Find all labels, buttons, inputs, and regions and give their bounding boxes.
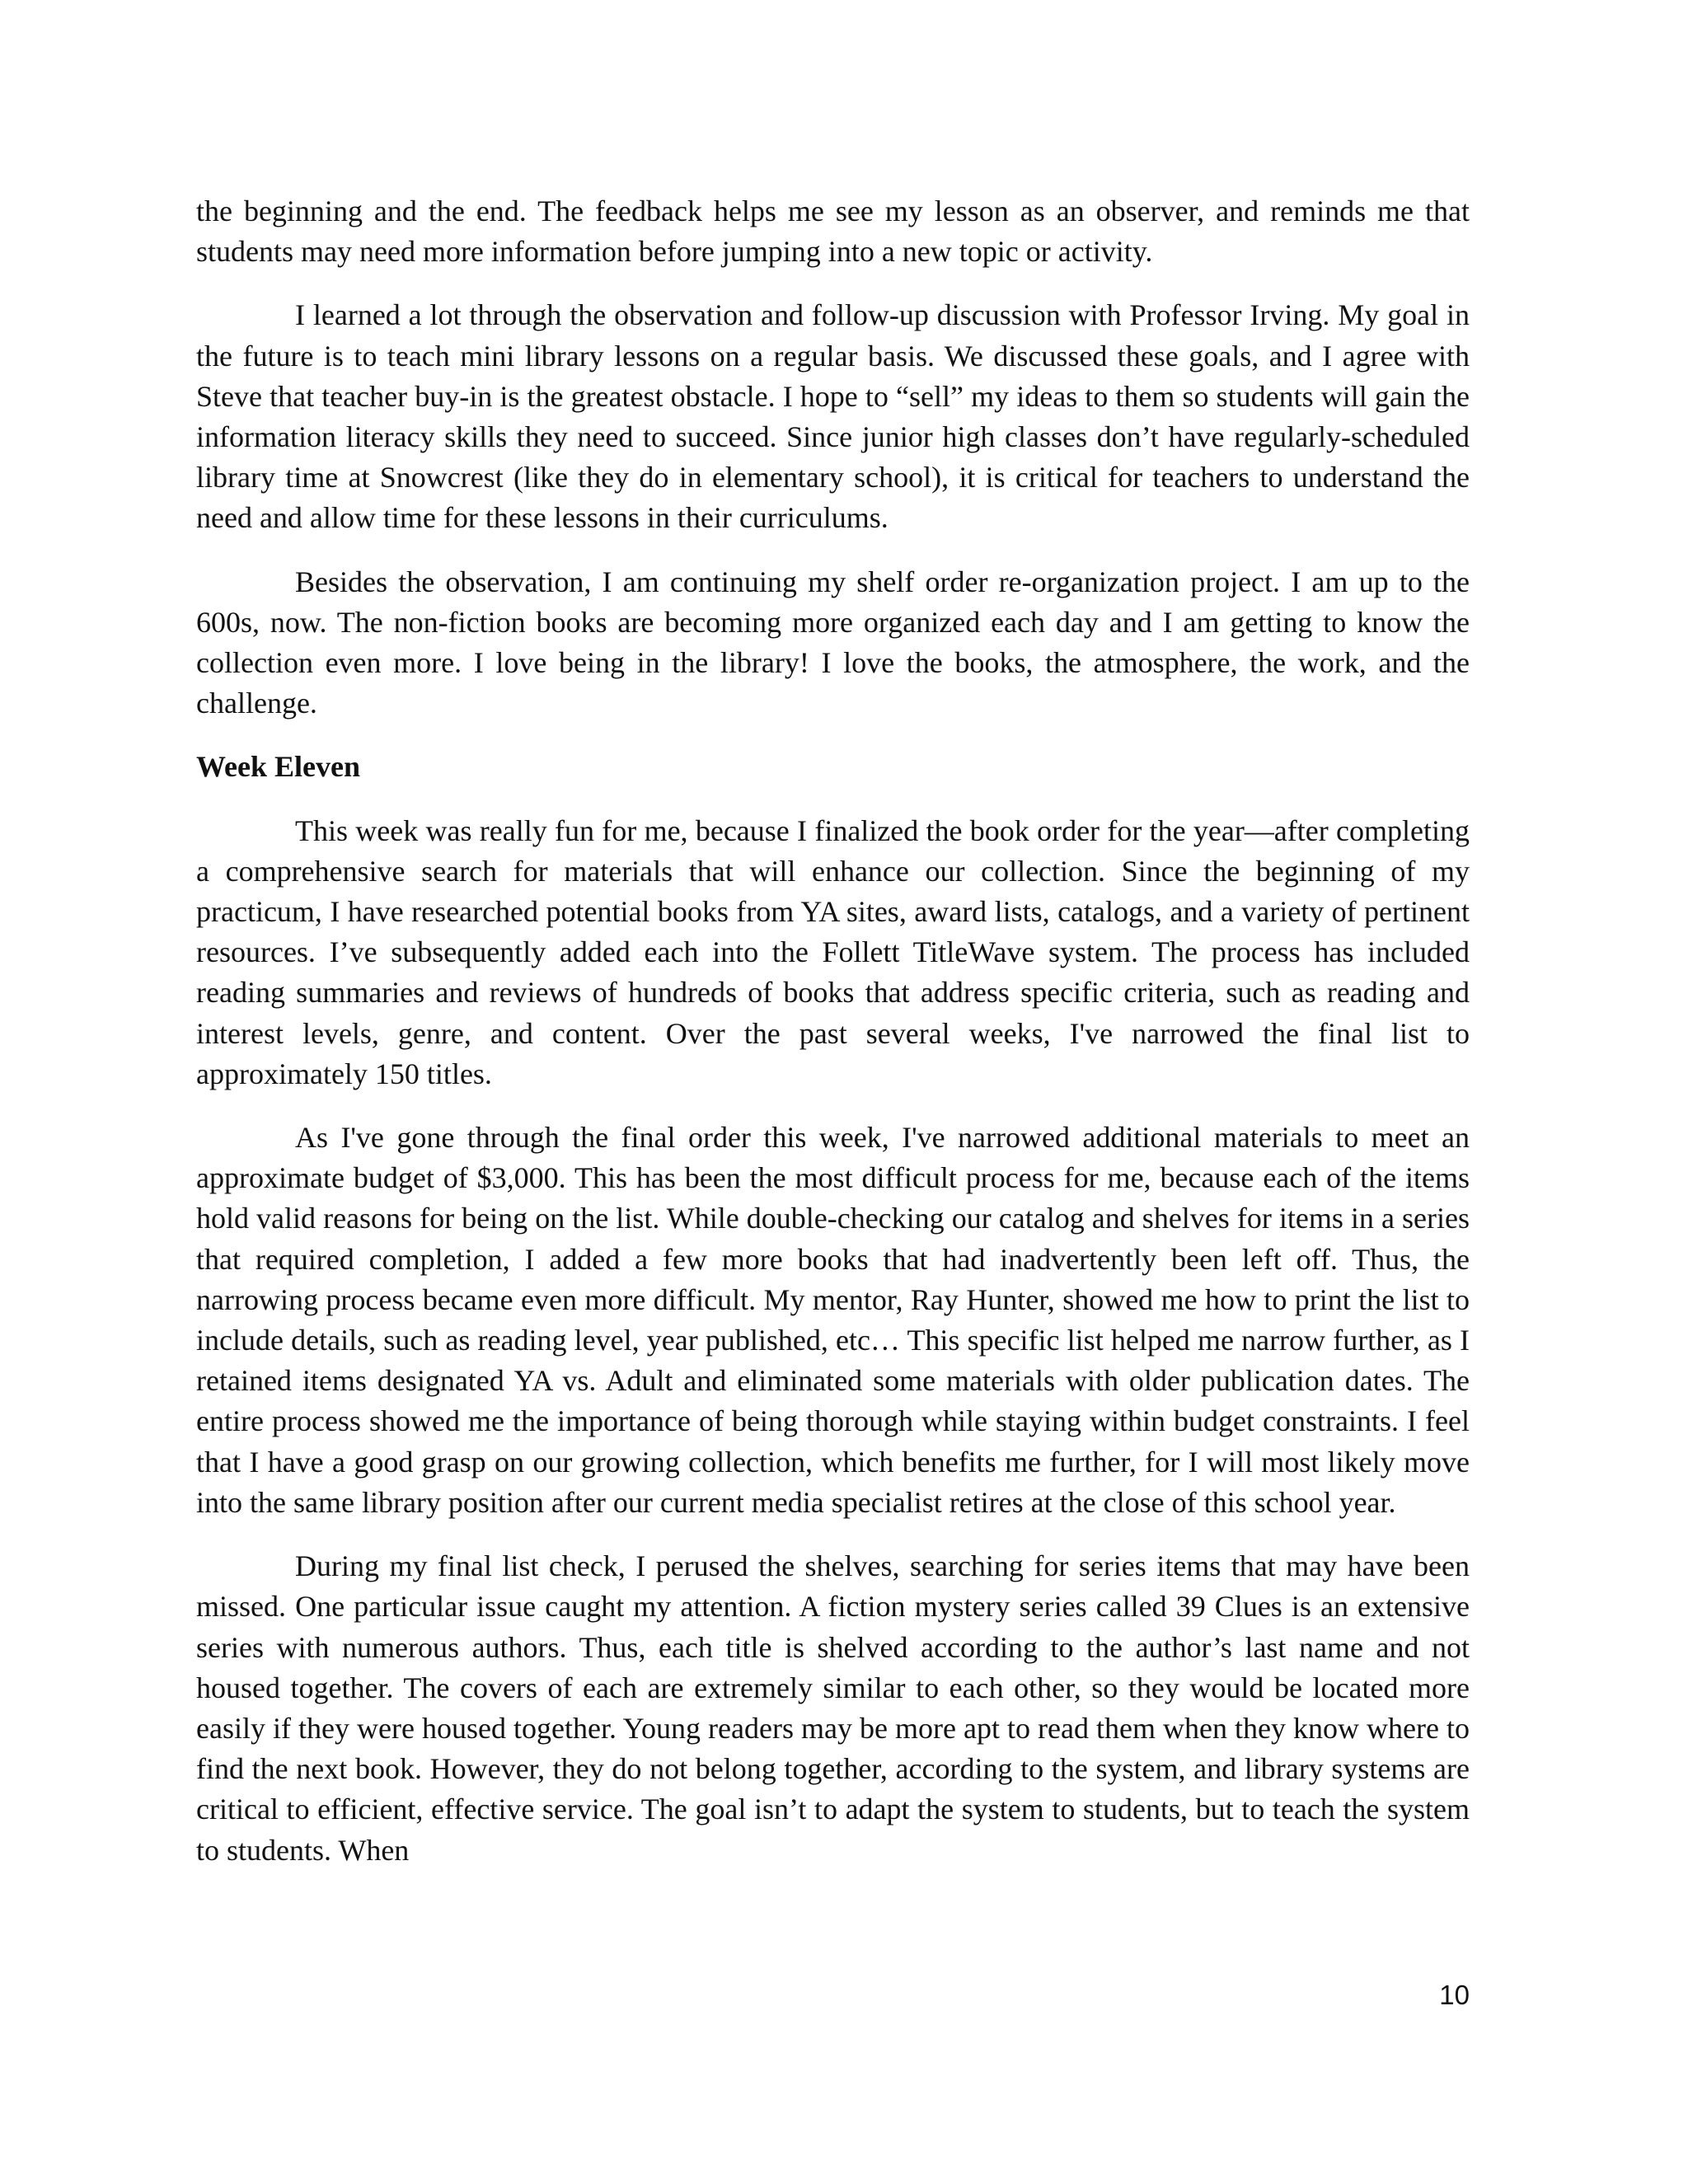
paragraph-book-order: This week was really fun for me, because I finalized the book order for the year—after completing a comprehensive search for materials that will enhance our collection. Since the beginning of my practicum, I have researched potential books from YA sites, award lists, catalogs, and a variety of pertinent resources. I’ve subsequently added each into the Follett TitleWave system. The process has included reading summaries and reviews of hundreds of books that address specific criteria, such as reading and interest levels, genre, and content. Over the past several weeks, I've narrowed the final list to approximately 150 titles. <box>196 813 1470 1090</box>
paragraph-observation-discussion: I learned a lot through the observation and follow-up discussion with Professor Irving. My goal in the future is to teach mini library lessons on a regular basis. We discussed these goals, and I agree with Steve that teacher buy-in is the greatest obstacle. I hope to “sell” my ideas to them so students will gain the information literacy skills they need to succeed. Since junior high classes don’t have regularly-scheduled library time at Snowcrest (like they do in elementary school), it is critical for teachers to understand the need and allow time for these lessons in their curriculums. <box>196 298 1470 535</box>
section-heading-week-eleven: Week Eleven <box>196 750 360 784</box>
paragraph-shelf-reorganization: Besides the observation, I am continuing my shelf order re-organization project. I am up to the 600s, now. The non-fiction books are becoming more organized each day and I am getting to know the collection even more. I love being in the library! I love the books, the atmosphere, the work, and the challenge. <box>196 565 1470 720</box>
document-body <box>196 191 1470 1894</box>
paragraph-budget-narrowing: As I've gone through the final order this week, I've narrowed additional materials to meet an approximate budget of $3,000. This has been the most difficult process for me, because each of the items hold valid reasons for being on the list. While double-checking our catalog and shelves for items in a series that required completion, I added a few more books that had inadvertently been left off. Thus, the narrowing process became even more difficult. My mentor, Ray Hunter, showed me how to print the list to include details, such as reading level, year published, etc… This specific list helped me narrow further, as I retained items designated YA vs. Adult and eliminated some materials with older publication dates. The entire process showed me the importance of being thorough while staying within budget constraints. I feel that I have a good grasp on our growing collection, which benefits me further, for I will most likely move into the same library position after our current media specialist retires at the close of this school year. <box>196 1121 1470 1519</box>
paragraph-continuation: the beginning and the end. The feedback helps me see my lesson as an observer, and reminds me that students may need more information before jumping into a new topic or activity. <box>196 194 1470 269</box>
paragraph-series-shelving: During my final list check, I perused the shelves, searching for series items that may have been missed. One particular issue caught my attention. A fiction mystery series called 39 Clues is an extensive series with numerous authors. Thus, each title is shelved according to the author’s last name and not housed together. The covers of each are extremely similar to each other, so they would be located more easily if they were housed together. Young readers may be more apt to read them when they know where to find the next book. However, they do not belong together, according to the system, and library systems are critical to efficient, effective service. The goal isn’t to adapt the system to students, but to teach the system to students. When <box>196 1549 1470 1867</box>
page-number: 10 <box>1439 1980 1470 2010</box>
